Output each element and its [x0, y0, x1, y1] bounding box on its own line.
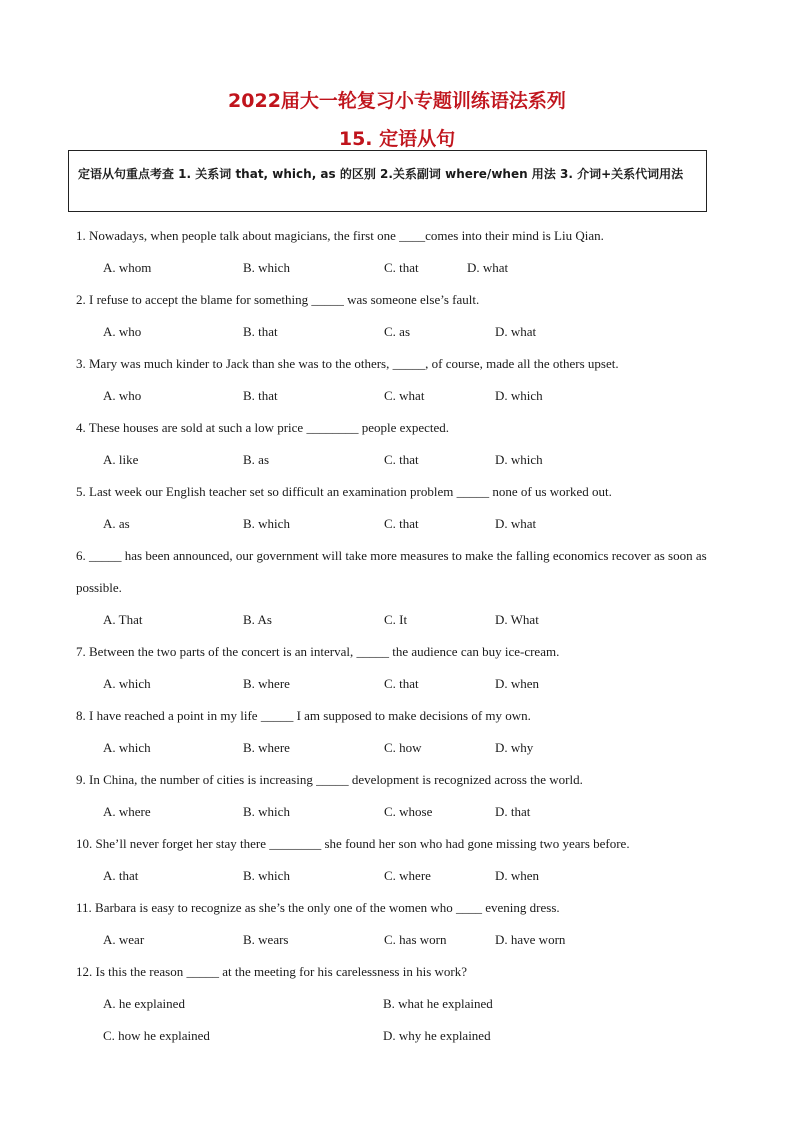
option-c: C. how — [384, 740, 422, 755]
option-d: D. when — [495, 676, 540, 691]
question-stem: 3. Mary was much kinder to Jack than she was to the others, _____, of course, made all the others upset. — [76, 356, 619, 371]
question-stem: 9. In China, the number of cities is increasing _____ development is recognized across the world. — [76, 772, 583, 787]
option-c: C. how he explained — [103, 1028, 210, 1043]
option-b: B. which — [243, 516, 290, 531]
option-a: A. where — [103, 804, 151, 819]
question-stem: 4. These houses are sold at such a low price ________ people expected. — [76, 420, 450, 435]
question-stem: 10. She’ll never forget her stay there ________ she found her son who had gone missing two years before. — [76, 836, 630, 851]
option-b: B. which — [243, 868, 290, 883]
option-b: B. what he explained — [383, 996, 493, 1011]
option-d: D. why he explained — [383, 1028, 491, 1043]
option-d: D. what — [495, 324, 537, 339]
option-a: A. which — [103, 676, 151, 691]
question-stem: 12. Is this the reason _____ at the meeting for his carelessness in his work? — [76, 964, 467, 979]
option-c: C. that — [384, 676, 419, 691]
option-d: D. which — [495, 452, 543, 467]
option-b: B. which — [243, 804, 290, 819]
option-d: D. why — [495, 740, 534, 755]
option-a: A. like — [103, 452, 139, 467]
key-points-box — [68, 150, 707, 212]
option-d: D. when — [495, 868, 540, 883]
option-a: A. which — [103, 740, 151, 755]
option-c: C. what — [384, 388, 425, 403]
option-a: A. that — [103, 868, 139, 883]
option-d: D. What — [495, 612, 539, 627]
option-b: B. as — [243, 452, 269, 467]
question-stem: 5. Last week our English teacher set so difficult an examination problem _____ none of us worked out. — [76, 484, 612, 499]
option-a: A. wear — [103, 932, 145, 947]
question-stem: 11. Barbara is easy to recognize as she’s the only one of the women who ____ evening dress. — [76, 900, 560, 915]
option-a: A. whom — [103, 260, 152, 275]
option-d: D. what — [495, 516, 537, 531]
option-b: B. wears — [243, 932, 289, 947]
option-b: B. that — [243, 324, 278, 339]
question-stem: 2. I refuse to accept the blame for something _____ was someone else’s fault. — [76, 292, 480, 307]
option-a: A. as — [103, 516, 130, 531]
option-a: A. who — [103, 324, 142, 339]
option-b: B. that — [243, 388, 278, 403]
option-c: C. It — [384, 612, 408, 627]
option-c: C. has worn — [384, 932, 447, 947]
option-a: A. he explained — [103, 996, 185, 1011]
question-stem: 1. Nowadays, when people talk about magicians, the first one ____comes into their mind is Liu Qian. — [76, 228, 604, 243]
option-c: C. that — [384, 452, 419, 467]
option-a: A. That — [103, 612, 143, 627]
option-c: C. as — [384, 324, 410, 339]
option-d: D. have worn — [495, 932, 566, 947]
question-stem: 7. Between the two parts of the concert is an interval, _____ the audience can buy ice-cream. — [76, 644, 560, 659]
option-d: D. what — [467, 260, 509, 275]
option-b: B. where — [243, 740, 290, 755]
option-b: B. As — [243, 612, 272, 627]
document-subtitle: 15. 定语从句 — [338, 128, 456, 150]
option-c: C. that — [384, 260, 419, 275]
question-stem: 8. I have reached a point in my life _____ I am supposed to make decisions of my own. — [76, 708, 531, 723]
option-b: B. which — [243, 260, 290, 275]
option-b: B. where — [243, 676, 290, 691]
option-d: D. that — [495, 804, 531, 819]
option-c: C. where — [384, 868, 431, 883]
question-stem: 6. _____ has been announced, our government will take more measures to make the falling economics recover as soon as possible. — [76, 548, 707, 595]
option-c: C. that — [384, 516, 419, 531]
option-d: D. which — [495, 388, 543, 403]
option-c: C. whose — [384, 804, 433, 819]
option-a: A. who — [103, 388, 142, 403]
key-points-text: 定语从句重点考查 1. 关系词 that, which, as 的区别 2.关系副词 where/when 用法 3. 介词+关系代词用法 — [78, 167, 684, 181]
document-title: 2022届大一轮复习小专题训练语法系列 — [228, 90, 566, 112]
